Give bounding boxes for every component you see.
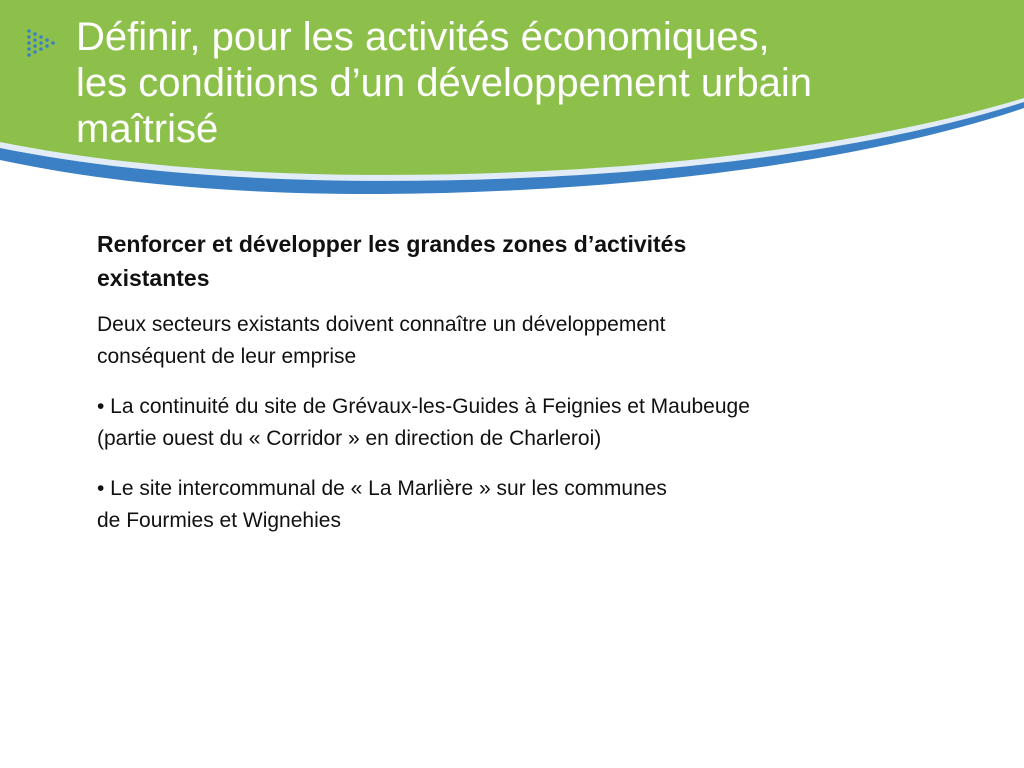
intro-line: conséquent de leur emprise [97, 345, 357, 368]
title-line: Définir, pour les activités économiques, [76, 15, 770, 59]
title-line: maîtrisé [76, 107, 219, 151]
slide-body [97, 227, 977, 555]
title-line: les conditions d’un développement urbain [76, 61, 813, 105]
subheading-line: Renforcer et développer les grandes zones d’activités [97, 231, 687, 257]
section-subheading [97, 227, 977, 295]
dotted-triangle-logo-icon [26, 28, 58, 58]
slide-title [76, 14, 976, 152]
subheading-line: existantes [97, 265, 210, 291]
bullet-line: • La continuité du site de Grévaux-les-Guides à Feignies et Maubeuge [97, 395, 750, 418]
bullet-line: de Fourmies et Wignehies [97, 509, 341, 532]
bullet-item [97, 391, 977, 455]
bullet-item [97, 473, 977, 537]
intro-line: Deux secteurs existants doivent connaître un développement [97, 313, 666, 336]
bullet-line: (partie ouest du « Corridor » en direction de Charleroi) [97, 427, 602, 450]
bullet-line: • Le site intercommunal de « La Marlière » sur les communes [97, 477, 667, 500]
intro-paragraph [97, 309, 977, 373]
